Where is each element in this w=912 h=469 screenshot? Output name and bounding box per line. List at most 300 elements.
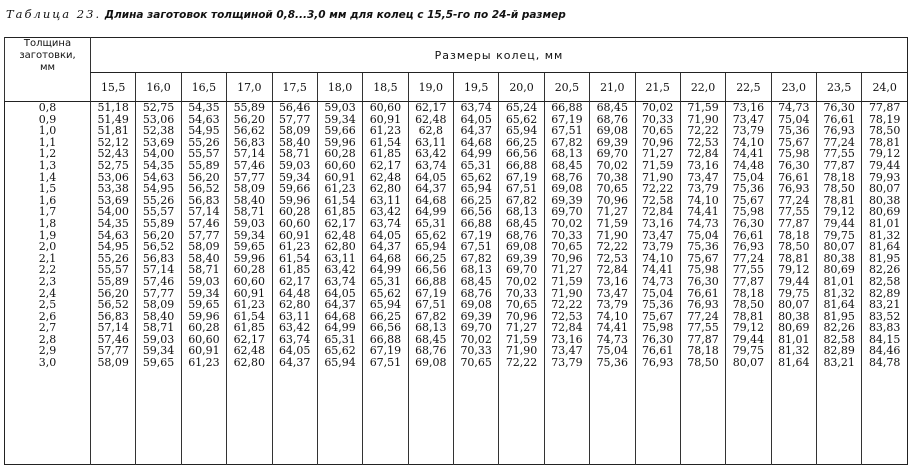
blank-length-value: 63,42 [278,321,311,335]
blank-length-value: 75,67 [687,251,719,265]
blank-length-value: 59,66 [324,124,356,138]
blank-length-value: 79,12 [868,147,901,161]
blank-length-value: 70,02 [596,158,629,172]
blank-length-value: 73,47 [596,286,629,300]
blank-length-value: 60,91 [369,112,402,126]
blank-length-value: 72,84 [596,263,629,277]
blank-length-value: 69,70 [505,263,538,277]
blank-length-value: 64,05 [415,170,447,184]
blank-length-value: 55,89 [188,158,220,172]
size-value-column [227,102,272,465]
blank-length-value: 61,23 [278,240,311,254]
blank-length-value: 57,46 [233,158,266,172]
blank-length-value: 54,35 [97,216,129,230]
blank-length-value: 56,20 [97,286,129,300]
thickness-value: 1,9 [38,228,57,242]
ring-size-header: 17,0 [227,73,272,102]
blank-length-value: 66,56 [505,147,538,161]
blank-length-value: 70,33 [505,286,538,300]
blank-length-value: 70,02 [551,216,583,230]
blank-length-value: 62,8 [418,124,444,138]
blank-length-value: 71,90 [505,344,538,358]
blank-length-value: 62,80 [369,182,402,196]
blank-length-value: 73,16 [732,101,765,114]
blank-length-value: 79,75 [823,228,855,242]
blank-length-value: 72,84 [687,147,719,161]
size-value-column [771,102,816,465]
thickness-value: 2,3 [38,274,57,288]
blank-length-value: 59,65 [142,356,175,370]
blank-length-value: 57,14 [233,147,266,161]
blank-length-value: 80,07 [732,356,765,370]
blank-length-value: 59,03 [142,332,175,346]
blank-length-value: 77,55 [732,263,765,277]
blank-length-value: 56,83 [97,309,129,323]
blank-length-value: 58,09 [278,124,311,138]
blank-length-value: 62,48 [415,112,447,126]
blank-length-value: 72,53 [687,135,719,149]
blank-length-value: 74,41 [687,205,719,219]
blank-length-value: 68,13 [415,321,447,335]
blank-length-value: 74,73 [596,332,629,346]
blank-length-value: 60,60 [369,101,402,114]
blank-length-value: 65,31 [324,332,356,346]
blank-length-value: 71,90 [596,228,629,242]
blank-length-value: 66,88 [415,274,447,288]
blank-length-value: 57,14 [142,263,175,277]
blank-length-value: 72,22 [641,182,674,196]
ring-size-header: 21,5 [635,73,680,102]
blank-length-value: 56,52 [188,182,220,196]
blank-length-value: 68,76 [415,344,447,358]
blank-length-value: 56,20 [233,112,266,126]
blank-length-value: 79,12 [823,205,855,219]
header-row-group [5,38,908,73]
blank-length-value: 59,34 [188,286,220,300]
blank-length-value: 53,69 [97,193,129,207]
blank-length-value: 52,75 [97,158,129,172]
blank-length-value: 64,05 [278,344,311,358]
blank-length-value: 75,67 [641,309,674,323]
blank-length-value: 66,56 [415,263,447,277]
blank-length-value: 81,64 [778,356,810,370]
blank-length-value: 59,65 [233,240,266,254]
blank-length-value: 61,23 [324,182,356,196]
blank-length-value: 53,38 [97,182,129,196]
blank-length-value: 64,99 [460,147,492,161]
blank-length-value: 80,07 [778,298,810,312]
thickness-value: 1,8 [38,216,57,230]
blank-length-value: 58,71 [233,205,266,219]
blank-length-value: 72,22 [596,240,629,254]
blank-length-value: 57,77 [233,170,266,184]
blank-length-value: 77,24 [687,309,719,323]
blank-length-value: 64,37 [415,182,447,196]
blank-length-value: 69,08 [415,356,447,370]
blank-length-value: 75,98 [687,263,719,277]
blank-length-value: 78,81 [823,193,855,207]
blank-length-value: 54,00 [97,205,129,219]
blank-length-value: 58,71 [278,147,311,161]
thickness-header-line: мм [39,62,56,73]
blank-length-value: 54,95 [97,240,129,254]
ring-size-header: 15,5 [91,73,136,102]
blank-length-value: 70,33 [551,228,583,242]
blank-length-value: 77,24 [732,251,765,265]
blank-length-value: 71,27 [641,147,674,161]
blank-length-value: 67,82 [415,309,447,323]
blank-length-value: 65,94 [415,240,447,254]
blank-length-value: 60,60 [324,158,356,172]
blank-length-value: 61,23 [233,298,266,312]
blank-length-value: 64,68 [460,135,492,149]
blank-length-value: 73,47 [687,170,719,184]
blank-length-value: 80,07 [823,240,855,254]
blank-length-value: 66,56 [460,205,492,219]
blank-length-value: 74,48 [732,158,765,172]
blank-length-value: 54,95 [142,182,175,196]
blank-length-value: 81,01 [868,216,901,230]
blank-length-value: 69,70 [551,205,583,219]
blank-length-value: 65,31 [369,274,402,288]
thickness-header-line: заготовки, [19,50,76,61]
blank-length-value: 79,75 [778,286,810,300]
blank-length-value: 64,99 [415,205,447,219]
blank-length-value: 70,65 [641,124,674,138]
blank-length-value: 76,30 [823,101,855,114]
blank-length-value: 62,17 [278,274,311,288]
thickness-value: 1,1 [38,135,57,149]
blank-length-value: 69,39 [551,193,583,207]
blank-length-value: 58,09 [188,240,220,254]
blank-length-value: 51,18 [97,101,129,114]
size-value-column [680,102,725,465]
blank-length-value: 70,65 [460,356,492,370]
thickness-value: 2,6 [38,309,57,323]
thickness-value: 2,1 [38,251,57,265]
blank-length-value: 71,90 [687,112,719,126]
blank-length-value: 64,37 [460,124,492,138]
blank-length-value: 68,76 [460,286,492,300]
blank-length-value: 68,45 [596,101,629,114]
blank-length-value: 63,74 [460,101,492,114]
blank-length-value: 74,10 [732,135,765,149]
blank-length-value: 59,96 [278,193,311,207]
blank-length-value: 70,65 [596,182,629,196]
blank-length-value: 58,09 [233,182,266,196]
blank-length-value: 56,20 [142,228,175,242]
blank-length-value: 69,08 [505,240,538,254]
blank-length-value: 55,89 [233,101,266,114]
table-title: Длина заготовок толщиной 0,8...3,0 мм для колец с 15,5-го по 24-й размер [104,9,566,21]
blank-length-value: 73,79 [687,182,719,196]
blank-length-value: 63,42 [324,263,356,277]
blank-length-value: 81,01 [823,274,855,288]
blank-length-value: 69,70 [460,321,492,335]
blank-length-value: 69,39 [505,251,538,265]
blank-length-value: 61,23 [369,124,402,138]
blank-length-value: 74,41 [641,263,674,277]
blank-length-value: 76,93 [778,182,810,196]
blank-length-value: 83,52 [868,309,901,323]
blank-length-value: 75,36 [732,182,765,196]
blank-length-value: 73,79 [596,298,629,312]
blank-length-value: 66,25 [460,193,492,207]
blank-length-value: 71,27 [505,321,538,335]
blank-length-value: 64,37 [324,298,356,312]
size-value-column [817,102,862,465]
blank-length-value: 77,87 [687,332,719,346]
table-body-row [5,102,908,465]
blank-length-value: 54,63 [142,170,175,184]
blank-length-value: 83,83 [868,321,901,335]
blank-length-value: 75,67 [732,193,765,207]
blank-length-value: 82,89 [823,344,855,358]
size-value-column [408,102,453,465]
blank-length-value: 63,74 [324,274,356,288]
blank-length-value: 68,76 [551,170,583,184]
blank-length-value: 78,18 [778,228,810,242]
blank-length-value: 72,22 [551,298,583,312]
blank-length-value: 57,77 [142,286,175,300]
blank-length-value: 75,36 [687,240,719,254]
ring-sizes-group-header: Размеры колец, мм [91,38,908,73]
blank-length-value: 55,57 [188,147,220,161]
blank-length-value: 58,40 [142,309,175,323]
blank-length-value: 57,77 [188,228,220,242]
blank-length-value: 59,66 [278,182,311,196]
blank-length-value: 73,47 [641,228,674,242]
blank-length-value: 76,93 [641,356,674,370]
ring-size-header: 22,5 [726,73,771,102]
blank-length-value: 75,04 [687,228,719,242]
blank-length-value: 76,61 [823,112,855,126]
blank-length-value: 76,93 [687,298,719,312]
blank-length-value: 64,48 [278,286,311,300]
blank-length-value: 70,02 [641,101,674,114]
blank-length-value: 73,16 [687,158,719,172]
blank-length-value: 81,32 [868,228,901,242]
blank-length-value: 53,69 [142,135,175,149]
blank-length-value: 75,04 [641,286,674,300]
blank-length-value: 77,55 [778,205,810,219]
blank-length-value: 66,56 [369,321,402,335]
blank-length-value: 60,28 [188,321,220,335]
thickness-column-header [5,38,91,102]
blank-length-value: 81,95 [823,309,855,323]
blank-length-value: 67,51 [460,240,492,254]
blank-length-value: 70,96 [551,251,583,265]
blank-length-value: 76,93 [823,124,855,138]
blank-length-value: 74,10 [687,193,719,207]
size-value-column [454,102,499,465]
blank-length-value: 58,71 [188,263,220,277]
blank-length-value: 81,64 [868,240,901,254]
thickness-value: 2,8 [38,332,57,346]
blank-length-value: 76,30 [732,216,765,230]
blank-length-value: 75,04 [778,112,810,126]
blank-length-value: 74,73 [778,101,810,114]
size-value-column [181,102,226,465]
blank-length-value: 78,18 [823,170,855,184]
blank-length-value: 67,51 [369,356,402,370]
blank-length-value: 67,82 [460,251,492,265]
blank-length-value: 66,88 [551,101,583,114]
blank-length-value: 71,90 [641,170,674,184]
blank-length-value: 61,54 [324,193,356,207]
blank-length-value: 71,59 [687,101,719,114]
blank-length-value: 78,81 [778,251,810,265]
blank-length-value: 82,89 [868,286,901,300]
blank-length-value: 79,44 [732,332,765,346]
blank-length-value: 82,58 [868,274,901,288]
thickness-value: 2,9 [38,344,57,358]
blank-length-value: 70,96 [596,193,629,207]
blank-length-value: 65,62 [505,112,538,126]
blank-length-value: 63,74 [369,216,402,230]
blank-length-value: 61,23 [188,356,220,370]
thickness-value: 1,6 [38,193,57,207]
blank-length-value: 65,94 [505,124,538,138]
blank-length-value: 77,87 [868,101,901,114]
blank-length-value: 59,03 [278,158,311,172]
blank-length-value: 73,79 [732,124,765,138]
blank-length-value: 66,88 [460,216,492,230]
blank-length-value: 78,50 [778,240,810,254]
blank-length-value: 78,50 [823,182,855,196]
blank-length-value: 59,34 [278,170,311,184]
blank-length-value: 51,49 [97,112,129,126]
blank-length-value: 59,03 [233,216,266,230]
blank-length-value: 61,85 [233,321,266,335]
blank-length-value: 58,09 [142,298,175,312]
thickness-value: 1,4 [38,170,57,184]
blank-length-value: 72,84 [551,321,583,335]
blank-length-value: 51,81 [97,124,129,138]
blank-length-value: 56,20 [188,170,220,184]
blank-length-value: 64,68 [324,309,356,323]
blank-length-value: 75,04 [596,344,629,358]
blank-length-value: 66,88 [505,158,538,172]
blank-length-value: 65,62 [415,228,447,242]
blank-length-value: 69,39 [596,135,629,149]
blank-length-value: 57,46 [188,216,220,230]
blank-length-value: 58,09 [97,356,129,370]
blank-length-value: 71,59 [641,158,674,172]
blank-length-value: 75,36 [778,124,810,138]
blank-length-value: 74,73 [687,216,719,230]
blank-length-value: 65,94 [460,182,492,196]
blank-length-value: 77,87 [732,274,765,288]
blank-length-value: 56,52 [97,298,129,312]
blank-length-value: 76,30 [687,274,719,288]
blank-length-value: 81,32 [823,286,855,300]
blank-length-value: 70,02 [505,274,538,288]
size-value-column [136,102,181,465]
thickness-value: 3,0 [38,356,57,370]
blank-length-value: 56,62 [233,124,266,138]
size-value-column [544,102,589,465]
blank-length-value: 67,82 [505,193,538,207]
blank-length-value: 69,08 [596,124,629,138]
blank-length-value: 77,87 [778,216,810,230]
blank-length-value: 79,93 [868,170,901,184]
blank-length-value: 76,61 [778,170,810,184]
blank-length-value: 67,19 [460,228,492,242]
blank-length-value: 64,37 [369,240,402,254]
blank-length-value: 68,45 [551,158,583,172]
thickness-column [5,102,91,465]
blank-length-value: 77,87 [823,158,855,172]
blank-length-value: 74,41 [596,321,629,335]
blank-length-value: 68,45 [460,274,492,288]
blank-length-value: 65,94 [369,298,402,312]
blank-length-value: 64,99 [369,263,402,277]
blank-length-value: 58,40 [188,251,220,265]
blank-length-value: 64,05 [369,228,402,242]
blank-length-value: 55,26 [142,193,175,207]
blank-length-value: 78,18 [687,344,719,358]
blank-length-value: 60,28 [324,147,356,161]
blank-length-value: 64,37 [278,356,311,370]
blank-length-value: 59,96 [188,309,220,323]
blank-length-value: 64,99 [324,321,356,335]
blank-length-value: 60,91 [188,344,220,358]
thickness-value: 1,0 [38,124,57,138]
blank-length-value: 60,60 [188,332,220,346]
blank-length-value: 55,26 [188,135,220,149]
blank-length-value: 61,54 [278,251,311,265]
blank-length-value: 83,21 [823,356,855,370]
blank-length-value: 69,08 [460,298,492,312]
size-value-column [726,102,771,465]
blank-length-value: 76,61 [732,228,765,242]
blank-length-value: 65,31 [460,158,492,172]
blank-length-value: 75,98 [732,205,765,219]
blank-length-value: 57,14 [97,321,129,335]
blank-length-value: 63,74 [278,332,311,346]
blank-length-value: 67,51 [415,298,447,312]
blank-length-value: 72,53 [551,309,583,323]
blank-length-value: 84,46 [868,344,901,358]
blank-length-value: 54,63 [188,112,220,126]
blank-length-value: 70,02 [460,332,492,346]
thickness-value: 2,2 [38,263,57,277]
blank-length-value: 61,85 [278,263,311,277]
blank-length-value: 81,32 [778,344,810,358]
blank-length-value: 80,69 [778,321,810,335]
blank-length-value: 79,44 [868,158,901,172]
blank-length-value: 79,75 [732,344,765,358]
blank-length-value: 54,35 [142,158,175,172]
blank-length-value: 65,62 [324,344,356,358]
blank-length-value: 67,19 [369,344,402,358]
thickness-value: 2,0 [38,240,57,254]
blank-length-value: 59,34 [142,344,175,358]
blank-length-value: 52,12 [97,135,129,149]
blank-length-value: 63,11 [369,193,402,207]
blank-length-value: 73,16 [596,274,629,288]
blank-length-value: 80,69 [823,263,855,277]
blank-length-value: 53,06 [142,112,175,126]
blank-length-value: 56,83 [188,193,220,207]
blank-length-value: 62,17 [324,216,356,230]
blank-length-value: 63,42 [415,147,447,161]
blank-length-value: 67,82 [551,135,583,149]
blank-length-value: 76,93 [732,240,765,254]
blank-length-value: 66,25 [369,309,402,323]
blank-length-value: 59,34 [324,112,356,126]
